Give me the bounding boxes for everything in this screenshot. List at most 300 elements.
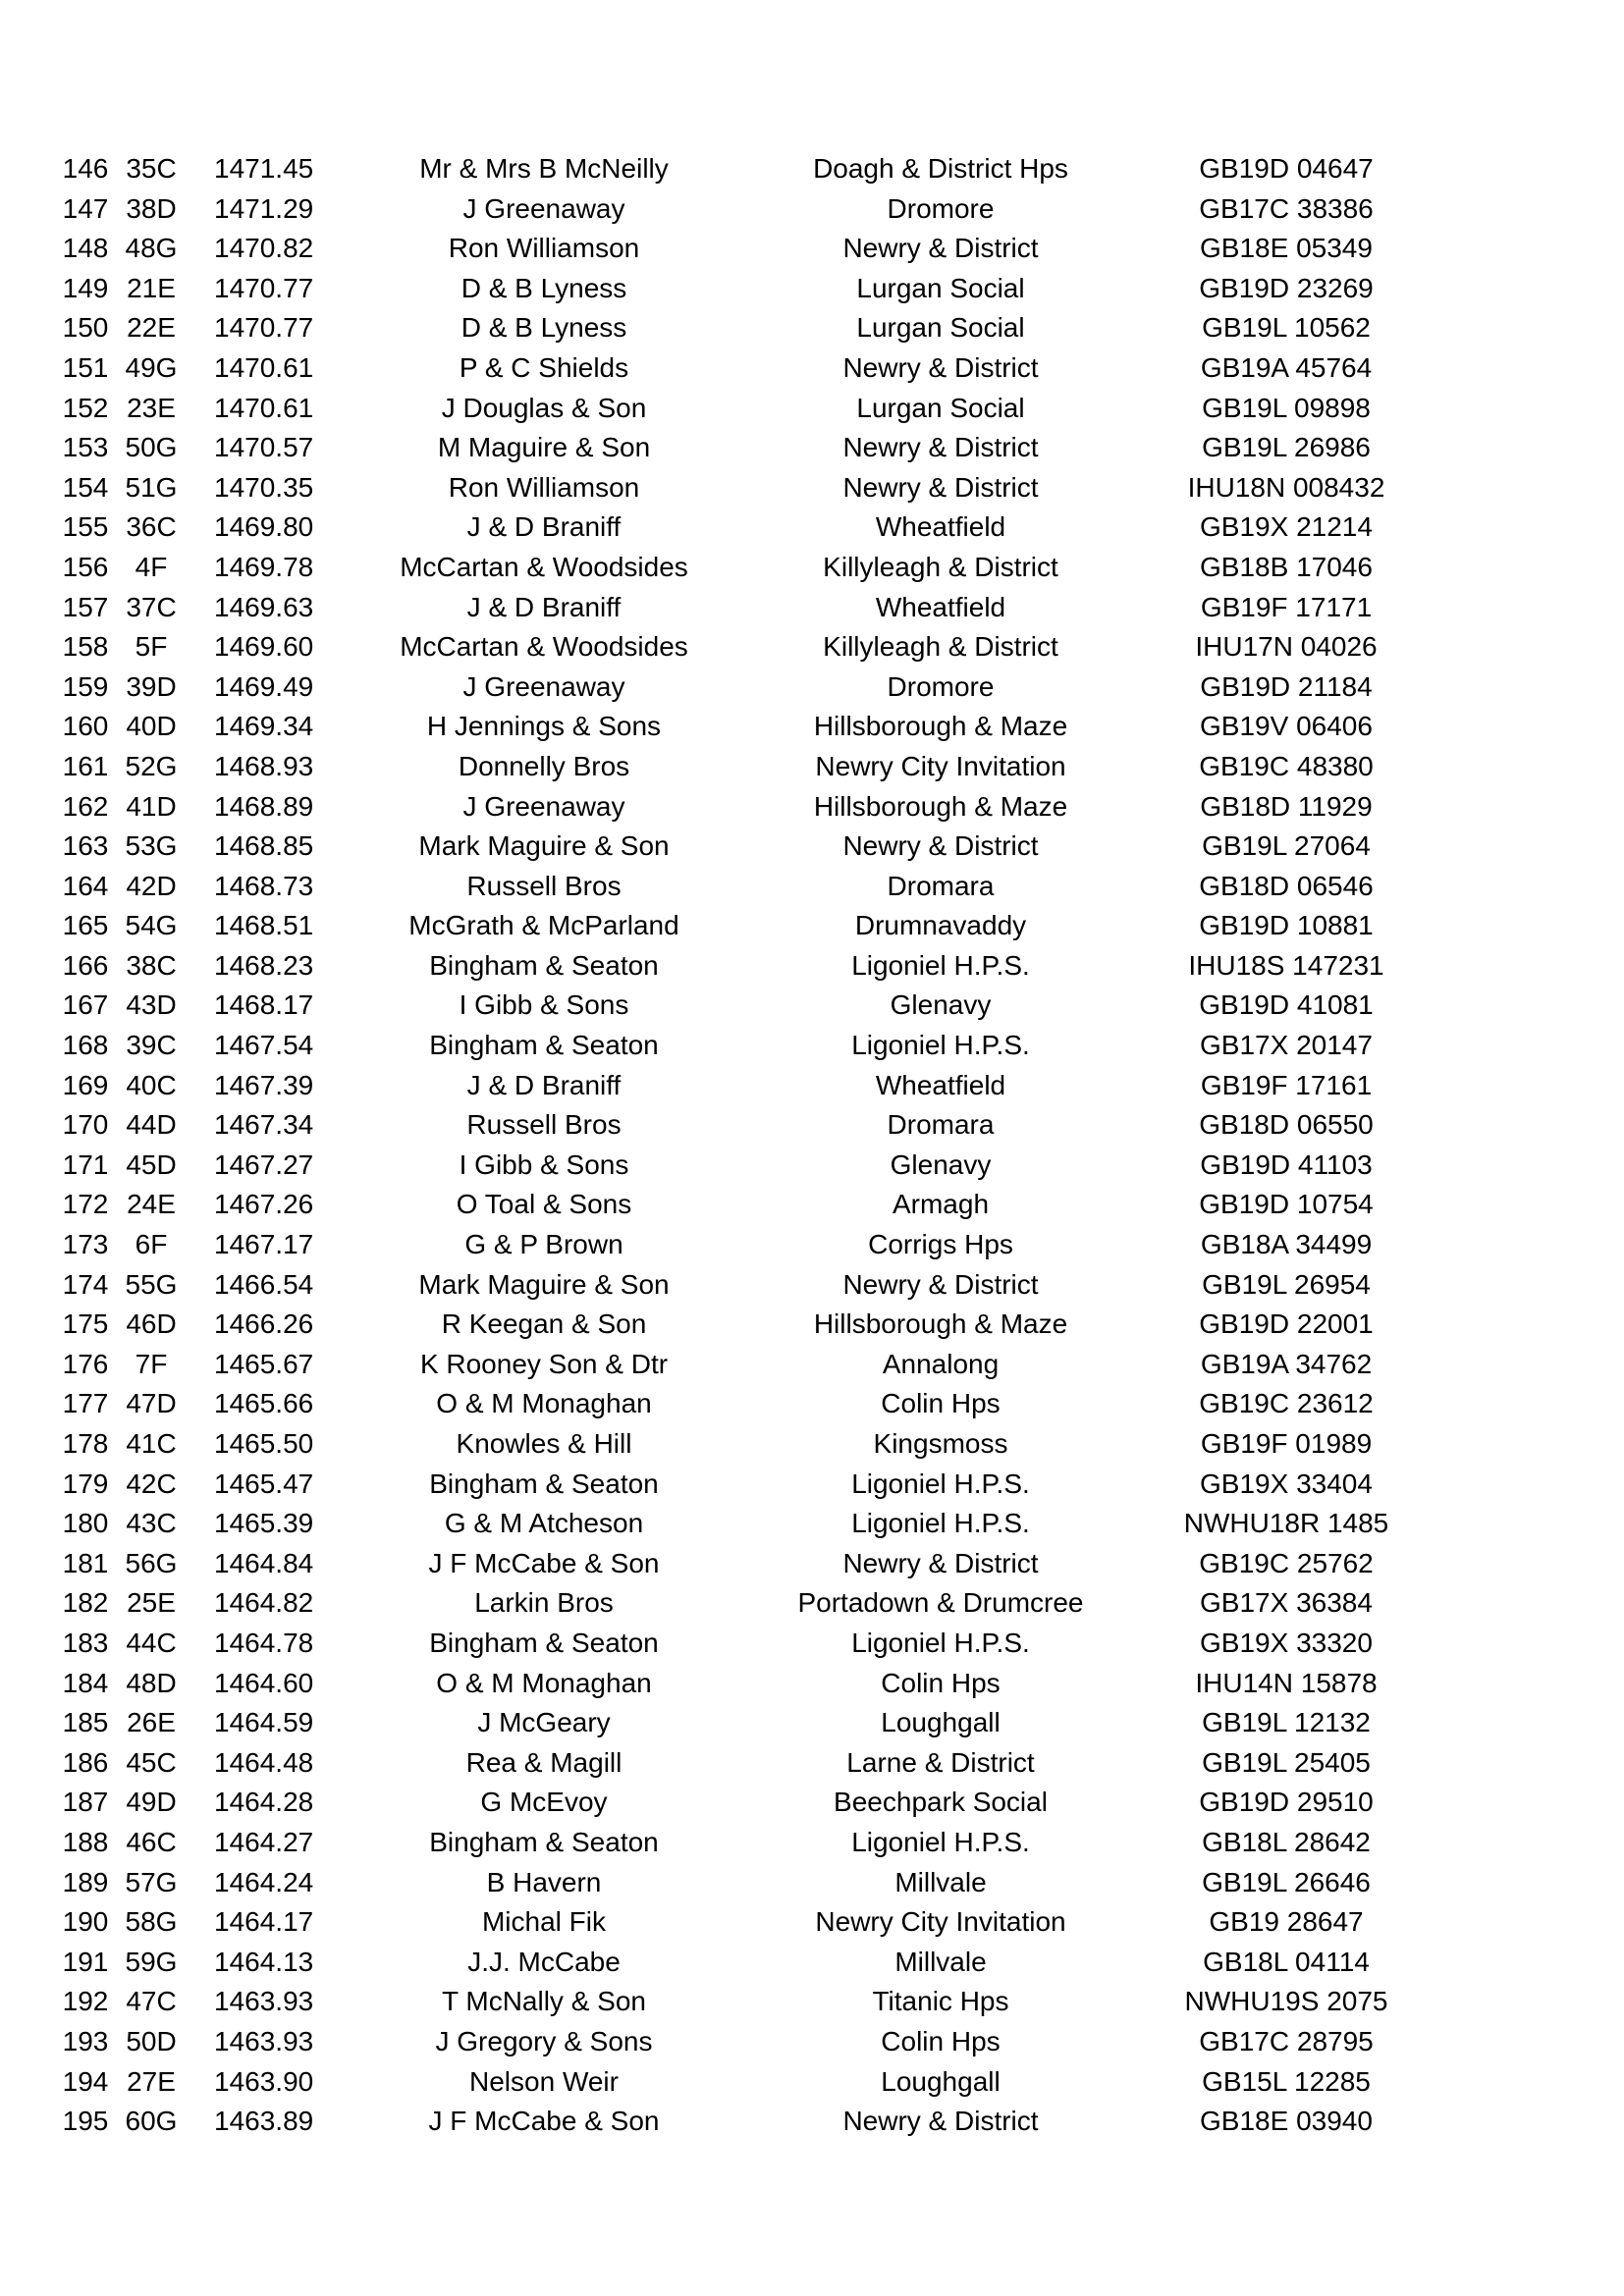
entry-code-cell: 45D [126,1148,177,1180]
club-cell: Millvale [894,1946,987,1977]
ring-number-cell: NWHU19S 2075 [1184,1986,1388,2017]
fancier-name-cell: J Greenaway [462,670,625,702]
velocity-cell: 1468.89 [214,790,314,822]
position-cell: 160 [62,711,109,742]
ring-number-cell: GB19D 41081 [1199,989,1374,1021]
table-row [0,2062,1624,2103]
table-row [0,269,1624,309]
position-cell: 190 [62,1906,109,1938]
table-row [0,468,1624,508]
velocity-cell: 1464.59 [214,1707,314,1738]
table-row [0,747,1624,787]
position-cell: 181 [62,1547,109,1578]
position-cell: 194 [62,2065,109,2097]
ring-number-cell: GB19L 27064 [1202,830,1371,862]
ring-number-cell: GB18E 03940 [1200,2106,1373,2137]
position-cell: 185 [62,1707,109,1738]
entry-code-cell: 49G [125,351,178,383]
club-cell: Killyleagh & District [823,631,1058,663]
fancier-name-cell: J.J. McCabe [467,1946,621,1977]
entry-code-cell: 43D [126,989,177,1021]
entry-code-cell: 37C [126,591,177,622]
table-row [0,1783,1624,1823]
club-cell: Ligoniel H.P.S. [851,1826,1030,1857]
entry-code-cell: 45C [126,1746,177,1778]
table-row [0,667,1624,708]
position-cell: 171 [62,1148,109,1180]
club-cell: Dromore [887,670,995,702]
ring-number-cell: GB19D 10881 [1199,910,1374,941]
ring-number-cell: GB15L 12285 [1202,2065,1371,2097]
table-row [0,149,1624,189]
ring-number-cell: GB18D 06546 [1199,870,1374,901]
position-cell: 147 [62,192,109,224]
table-row [0,1465,1624,1505]
fancier-name-cell: G & M Atcheson [444,1508,644,1539]
position-cell: 146 [62,153,109,184]
table-row [0,906,1624,946]
entry-code-cell: 50D [126,2025,177,2056]
fancier-name-cell: J F McCabe & Son [428,1547,660,1578]
velocity-cell: 1469.34 [214,711,314,742]
club-cell: Dromara [887,870,995,901]
table-row [0,1823,1624,1863]
entry-code-cell: 6F [135,1229,168,1260]
ring-number-cell: GB18L 28642 [1202,1826,1371,1857]
ring-number-cell: GB17C 38386 [1199,192,1374,224]
club-cell: Newry & District [842,1547,1039,1578]
velocity-cell: 1471.29 [214,192,314,224]
entry-code-cell: 48D [126,1667,177,1698]
fancier-name-cell: McGrath & McParland [408,910,679,941]
ring-number-cell: GB19A 45764 [1200,351,1373,383]
fancier-name-cell: Knowles & Hill [456,1428,632,1459]
ring-number-cell: GB19C 23612 [1199,1388,1374,1419]
table-row [0,827,1624,867]
table-row [0,1504,1624,1544]
entry-code-cell: 51G [125,471,178,503]
velocity-cell: 1466.54 [214,1268,314,1300]
position-cell: 158 [62,631,109,663]
fancier-name-cell: J Greenaway [462,192,625,224]
entry-code-cell: 40D [126,711,177,742]
velocity-cell: 1468.23 [214,949,314,981]
velocity-cell: 1468.85 [214,830,314,862]
position-cell: 177 [62,1388,109,1419]
entry-code-cell: 46D [126,1308,177,1340]
ring-number-cell: GB19L 26986 [1202,432,1371,463]
ring-number-cell: GB17X 36384 [1200,1587,1373,1619]
entry-code-cell: 48G [125,233,178,264]
fancier-name-cell: G McEvoy [480,1787,608,1818]
velocity-cell: 1464.13 [214,1946,314,1977]
velocity-cell: 1463.93 [214,1986,314,2017]
table-row [0,389,1624,429]
club-cell: Ligoniel H.P.S. [851,1468,1030,1499]
ring-number-cell: GB18E 05349 [1200,233,1373,264]
table-row [0,1345,1624,1385]
fancier-name-cell: Mark Maguire & Son [418,830,670,862]
entry-code-cell: 49D [126,1787,177,1818]
entry-code-cell: 7F [135,1348,168,1379]
fancier-name-cell: McCartan & Woodsides [400,551,688,582]
club-cell: Ligoniel H.P.S. [851,949,1030,981]
fancier-name-cell: T McNally & Son [442,1986,646,2017]
ring-number-cell: GB19X 21214 [1200,511,1373,543]
fancier-name-cell: Russell Bros [466,1109,622,1141]
position-cell: 165 [62,910,109,941]
position-cell: 173 [62,1229,109,1260]
position-cell: 149 [62,272,109,303]
velocity-cell: 1467.17 [214,1229,314,1260]
entry-code-cell: 54G [125,910,178,941]
table-row [0,1026,1624,1066]
velocity-cell: 1464.78 [214,1627,314,1658]
ring-number-cell: GB19A 34762 [1200,1348,1373,1379]
ring-number-cell: GB19C 25762 [1199,1547,1374,1578]
table-row [0,2022,1624,2062]
position-cell: 192 [62,1986,109,2017]
entry-code-cell: 55G [125,1268,178,1300]
position-cell: 153 [62,432,109,463]
fancier-name-cell: Russell Bros [466,870,622,901]
club-cell: Hillsborough & Maze [813,1308,1068,1340]
table-row [0,1863,1624,1903]
club-cell: Loughgall [881,1707,1001,1738]
fancier-name-cell: O & M Monaghan [436,1667,652,1698]
ring-number-cell: GB19D 23269 [1199,272,1374,303]
entry-code-cell: 47D [126,1388,177,1419]
position-cell: 166 [62,949,109,981]
position-cell: 188 [62,1826,109,1857]
position-cell: 178 [62,1428,109,1459]
club-cell: Kingsmoss [873,1428,1008,1459]
entry-code-cell: 59G [125,1946,178,1977]
ring-number-cell: GB19X 33320 [1200,1627,1373,1658]
table-row [0,867,1624,907]
ring-number-cell: GB19L 25405 [1202,1746,1371,1778]
fancier-name-cell: B Havern [486,1866,602,1897]
ring-number-cell: NWHU18R 1485 [1183,1508,1389,1539]
club-cell: Lurgan Social [856,272,1025,303]
fancier-name-cell: J & D Braniff [466,591,622,622]
club-cell: Hillsborough & Maze [813,711,1068,742]
ring-number-cell: GB17X 20147 [1200,1030,1373,1061]
club-cell: Glenavy [890,1148,992,1180]
position-cell: 164 [62,870,109,901]
ring-number-cell: GB18L 04114 [1203,1946,1370,1977]
fancier-name-cell: Rea & Magill [465,1746,623,1778]
table-row [0,1703,1624,1743]
club-cell: Newry & District [842,1268,1039,1300]
club-cell: Millvale [894,1866,987,1897]
velocity-cell: 1464.82 [214,1587,314,1619]
ring-number-cell: GB17C 28795 [1199,2025,1374,2056]
velocity-cell: 1469.60 [214,631,314,663]
entry-code-cell: 53G [125,830,178,862]
velocity-cell: 1469.63 [214,591,314,622]
table-row [0,1982,1624,2022]
ring-number-cell: GB18D 06550 [1199,1109,1374,1141]
entry-code-cell: 47C [126,1986,177,2017]
entry-code-cell: 23E [127,392,176,423]
fancier-name-cell: D & B Lyness [460,272,627,303]
table-row [0,189,1624,230]
position-cell: 154 [62,471,109,503]
entry-code-cell: 41C [126,1428,177,1459]
table-row [0,1624,1624,1664]
velocity-cell: 1470.61 [214,351,314,383]
position-cell: 167 [62,989,109,1021]
ring-number-cell: GB19X 33404 [1200,1468,1373,1499]
table-row [0,1424,1624,1465]
fancier-name-cell: J Greenaway [462,790,625,822]
fancier-name-cell: Ron Williamson [448,233,640,264]
table-row [0,428,1624,468]
velocity-cell: 1464.27 [214,1826,314,1857]
velocity-cell: 1468.17 [214,989,314,1021]
entry-code-cell: 50G [125,432,178,463]
position-cell: 189 [62,1866,109,1897]
ring-number-cell: GB19L 26954 [1202,1268,1371,1300]
position-cell: 179 [62,1468,109,1499]
position-cell: 159 [62,670,109,702]
position-cell: 163 [62,830,109,862]
fancier-name-cell: Bingham & Seaton [429,1468,659,1499]
position-cell: 169 [62,1069,109,1100]
club-cell: Killyleagh & District [823,551,1058,582]
ring-number-cell: GB19D 22001 [1199,1308,1374,1340]
club-cell: Ligoniel H.P.S. [851,1030,1030,1061]
table-row [0,787,1624,828]
ring-number-cell: GB19V 06406 [1200,711,1373,742]
fancier-name-cell: J Douglas & Son [441,392,647,423]
position-cell: 176 [62,1348,109,1379]
position-cell: 170 [62,1109,109,1141]
position-cell: 183 [62,1627,109,1658]
table-row [0,627,1624,667]
ring-number-cell: GB19F 17161 [1200,1069,1373,1100]
position-cell: 184 [62,1667,109,1698]
entry-code-cell: 44D [126,1109,177,1141]
velocity-cell: 1464.84 [214,1547,314,1578]
fancier-name-cell: D & B Lyness [460,312,627,344]
position-cell: 168 [62,1030,109,1061]
club-cell: Wheatfield [875,511,1006,543]
entry-code-cell: 25E [127,1587,176,1619]
club-cell: Wheatfield [875,591,1006,622]
fancier-name-cell: K Rooney Son & Dtr [419,1348,669,1379]
fancier-name-cell: I Gibb & Sons [459,1148,629,1180]
velocity-cell: 1463.89 [214,2106,314,2137]
fancier-name-cell: Nelson Weir [469,2065,619,2097]
entry-code-cell: 40C [126,1069,177,1100]
entry-code-cell: 22E [127,312,176,344]
velocity-cell: 1469.49 [214,670,314,702]
fancier-name-cell: R Keegan & Son [441,1308,647,1340]
fancier-name-cell: Bingham & Seaton [429,949,659,981]
table-row [0,1943,1624,1983]
fancier-name-cell: Larkin Bros [474,1587,614,1619]
table-row [0,1265,1624,1306]
velocity-cell: 1464.17 [214,1906,314,1938]
position-cell: 187 [62,1787,109,1818]
table-row [0,308,1624,348]
table-row [0,986,1624,1026]
club-cell: Loughgall [881,2065,1001,2097]
fancier-name-cell: O Toal & Sons [456,1189,632,1220]
entry-code-cell: 42D [126,870,177,901]
entry-code-cell: 39D [126,670,177,702]
entry-code-cell: 46C [126,1826,177,1857]
club-cell: Beechpark Social [834,1787,1048,1818]
position-cell: 155 [62,511,109,543]
club-cell: Newry & District [842,830,1039,862]
velocity-cell: 1470.77 [214,272,314,303]
fancier-name-cell: M Maguire & Son [437,432,651,463]
entry-code-cell: 60G [125,2106,178,2137]
velocity-cell: 1463.90 [214,2065,314,2097]
fancier-name-cell: Ron Williamson [448,471,640,503]
fancier-name-cell: Michal Fik [481,1906,606,1938]
position-cell: 152 [62,392,109,423]
fancier-name-cell: O & M Monaghan [436,1388,652,1419]
entry-code-cell: 42C [126,1468,177,1499]
velocity-cell: 1467.54 [214,1030,314,1061]
position-cell: 156 [62,551,109,582]
club-cell: Newry & District [842,351,1039,383]
entry-code-cell: 36C [126,511,177,543]
fancier-name-cell: Bingham & Seaton [429,1030,659,1061]
club-cell: Dromore [887,192,995,224]
club-cell: Newry City Invitation [815,1906,1066,1938]
entry-code-cell: 38D [126,192,177,224]
fancier-name-cell: J McGeary [477,1707,611,1738]
entry-code-cell: 57G [125,1866,178,1897]
ring-number-cell: IHU17N 04026 [1195,631,1378,663]
club-cell: Hillsborough & Maze [813,790,1068,822]
velocity-cell: 1470.82 [214,233,314,264]
velocity-cell: 1465.66 [214,1388,314,1419]
entry-code-cell: 5F [135,631,168,663]
fancier-name-cell: Bingham & Seaton [429,1826,659,1857]
table-row [0,588,1624,628]
position-cell: 191 [62,1946,109,1977]
club-cell: Portadown & Drumcree [797,1587,1084,1619]
ring-number-cell: GB19C 48380 [1199,750,1374,781]
club-cell: Glenavy [890,989,992,1021]
club-cell: Ligoniel H.P.S. [851,1508,1030,1539]
velocity-cell: 1470.77 [214,312,314,344]
fancier-name-cell: J Gregory & Sons [435,2025,653,2056]
fancier-name-cell: J & D Braniff [466,511,622,543]
table-row [0,229,1624,269]
entry-code-cell: 21E [127,272,176,303]
club-cell: Newry & District [842,2106,1039,2137]
table-row [0,1185,1624,1225]
fancier-name-cell: Mr & Mrs B McNeilly [419,153,669,184]
club-cell: Colin Hps [881,2025,1001,2056]
velocity-cell: 1464.24 [214,1866,314,1897]
ring-number-cell: GB19L 26646 [1202,1866,1371,1897]
club-cell: Newry & District [842,471,1039,503]
fancier-name-cell: McCartan & Woodsides [400,631,688,663]
velocity-cell: 1469.78 [214,551,314,582]
table-row [0,1544,1624,1584]
ring-number-cell: GB18A 34499 [1200,1229,1373,1260]
ring-number-cell: GB18D 11929 [1200,790,1373,822]
ring-number-cell: GB19F 17171 [1200,591,1373,622]
ring-number-cell: GB19D 04647 [1199,153,1374,184]
velocity-cell: 1469.80 [214,511,314,543]
table-row [0,348,1624,389]
velocity-cell: 1464.48 [214,1746,314,1778]
position-cell: 186 [62,1746,109,1778]
ring-number-cell: GB19D 41103 [1200,1148,1373,1180]
position-cell: 162 [62,790,109,822]
entry-code-cell: 39C [126,1030,177,1061]
entry-code-cell: 43C [126,1508,177,1539]
fancier-name-cell: Donnelly Bros [458,750,630,781]
table-row [0,1146,1624,1186]
club-cell: Ligoniel H.P.S. [851,1627,1030,1658]
table-row [0,1305,1624,1345]
fancier-name-cell: J F McCabe & Son [428,2106,660,2137]
table-row [0,1902,1624,1943]
ring-number-cell: IHU18S 147231 [1188,949,1384,981]
club-cell: Colin Hps [881,1667,1001,1698]
club-cell: Drumnavaddy [854,910,1027,941]
velocity-cell: 1465.47 [214,1468,314,1499]
club-cell: Corrigs Hps [868,1229,1013,1260]
ring-number-cell: GB19L 09898 [1202,392,1371,423]
velocity-cell: 1465.50 [214,1428,314,1459]
velocity-cell: 1470.61 [214,392,314,423]
table-row [0,548,1624,588]
table-row [0,1066,1624,1106]
table-row [0,507,1624,548]
entry-code-cell: 58G [125,1906,178,1938]
ring-number-cell: GB19F 01989 [1200,1428,1373,1459]
velocity-cell: 1467.39 [214,1069,314,1100]
position-cell: 150 [62,312,109,344]
velocity-cell: 1464.60 [214,1667,314,1698]
entry-code-cell: 52G [125,750,178,781]
position-cell: 182 [62,1587,109,1619]
velocity-cell: 1467.26 [214,1189,314,1220]
ring-number-cell: GB19D 29510 [1199,1787,1374,1818]
club-cell: Dromara [887,1109,995,1141]
club-cell: Lurgan Social [856,312,1025,344]
velocity-cell: 1464.28 [214,1787,314,1818]
position-cell: 175 [62,1308,109,1340]
ring-number-cell: GB19D 21184 [1200,670,1373,702]
position-cell: 151 [62,351,109,383]
club-cell: Newry City Invitation [815,750,1066,781]
velocity-cell: 1467.34 [214,1109,314,1141]
position-cell: 180 [62,1508,109,1539]
position-cell: 157 [62,591,109,622]
table-row [0,1105,1624,1146]
table-row [0,1583,1624,1624]
velocity-cell: 1465.67 [214,1348,314,1379]
club-cell: Armagh [892,1189,990,1220]
velocity-cell: 1470.35 [214,471,314,503]
club-cell: Colin Hps [881,1388,1001,1419]
ring-number-cell: IHU18N 008432 [1187,471,1385,503]
velocity-cell: 1470.57 [214,432,314,463]
results-table [0,149,1624,2142]
